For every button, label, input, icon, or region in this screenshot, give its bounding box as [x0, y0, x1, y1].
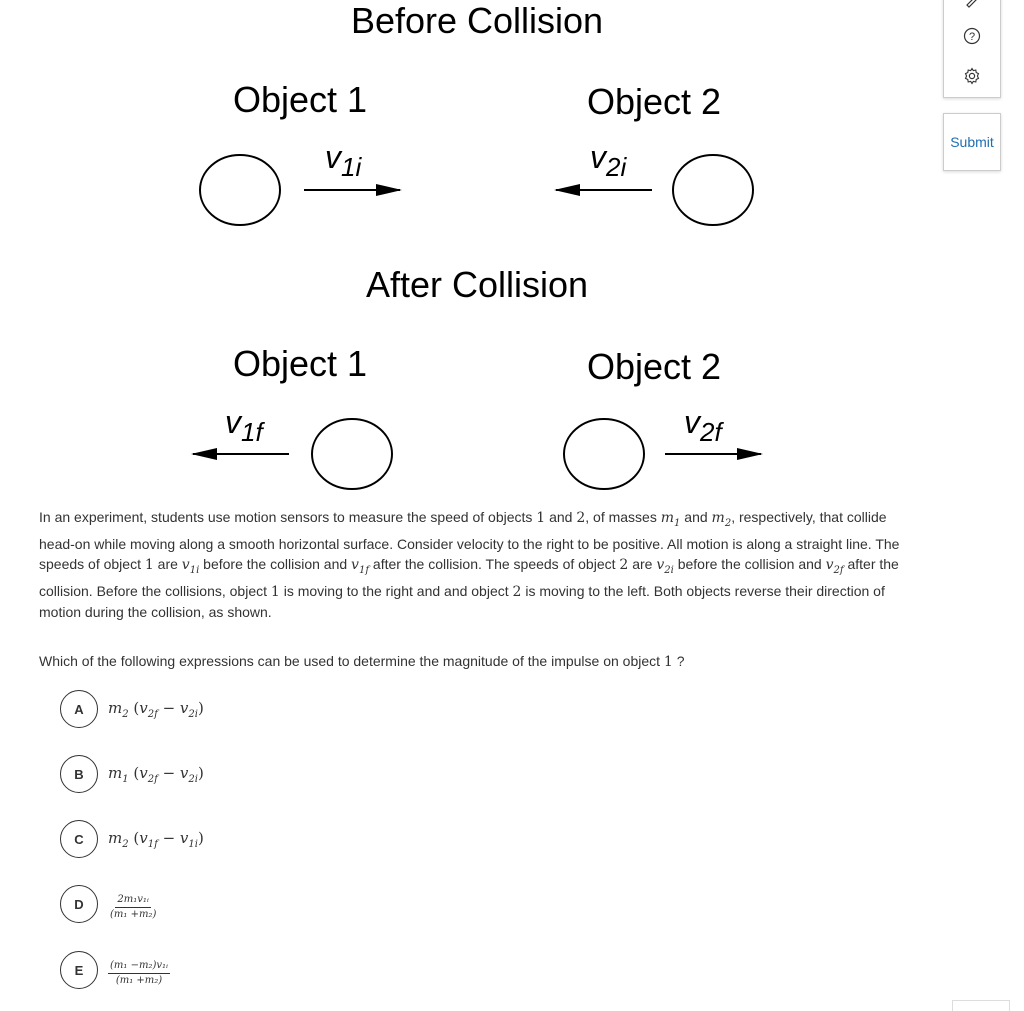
option-expression: $m_1$ $(v_{2f} - v_{2i})$	[108, 763, 204, 785]
collision-diagram	[0, 0, 940, 500]
before-object1-circle	[200, 155, 280, 225]
option-expression: $\frac{\text{(m₁ −m₂)v₁ᵢ}}{\text{(m₁ +m₂)}}$	[110, 959, 169, 986]
label-v1f: $v_{1f}$	[225, 404, 263, 447]
label-v2i: $v_{2i}$	[590, 139, 627, 182]
help-glyph: ?	[968, 31, 976, 43]
submit-button[interactable]: Submit	[943, 113, 1001, 171]
option-letter[interactable]: E	[60, 951, 98, 989]
tool-panel	[943, 0, 1001, 98]
option-expression: $\frac{\text{2m₁v₁ᵢ}}{\text{(m₁ +m₂)}}$	[110, 893, 157, 920]
after-object1-label: Object 1	[232, 343, 368, 384]
option-c[interactable]	[60, 820, 204, 858]
after-object2-circle	[564, 419, 644, 489]
option-b[interactable]	[60, 755, 204, 793]
settings-icon[interactable]	[962, 66, 982, 86]
option-letter[interactable]: D	[60, 885, 98, 923]
question-text: Which of the following expressions can be used to determine the magnitude of the impulse on object 1 ?	[39, 653, 685, 670]
before-object1-label: Object 1	[232, 79, 368, 120]
corner-tab	[952, 1000, 1010, 1011]
before-object2-circle	[673, 155, 753, 225]
problem-passage: In an experiment, students use motion sensors to measure the speed of objects 1 and 2, of masses $m_1$ and $m_2$, respectively, that collide head-on while moving along a smooth horizontal surface. Consider velocity to the right to be positive. All motion is along a straight line. The speeds of object 1 are $v_{1i}$ before the collision and $v_{1f}$ after the collision. The speeds of object 2 are $v_{2i}$ before the collision and $v_{2f}$ after the collision. Before the collisions, object 1 is moving to the right and and object 2 is moving to the left. Both objects reverse their direction of motion during the collision, as shown.	[39, 509, 900, 620]
option-d[interactable]	[60, 885, 158, 923]
option-letter[interactable]: B	[60, 755, 98, 793]
pen-icon[interactable]	[962, 0, 982, 10]
option-expression: $m_2$ $(v_{1f} - v_{1i})$	[108, 828, 204, 850]
option-letter[interactable]: A	[60, 690, 98, 728]
label-v2f: $v_{2f}$	[684, 404, 722, 447]
after-title: After Collision	[365, 264, 589, 305]
label-v1i: $v_{1i}$	[325, 139, 362, 182]
help-icon[interactable]	[962, 26, 982, 46]
option-expression: $m_2$ $(v_{2f} - v_{2i})$	[108, 698, 204, 720]
option-e[interactable]	[60, 951, 170, 989]
after-object2-label: Object 2	[586, 346, 722, 387]
before-title: Before Collision	[350, 0, 604, 41]
after-object1-circle	[312, 419, 392, 489]
option-letter[interactable]: C	[60, 820, 98, 858]
before-object2-label: Object 2	[586, 81, 722, 122]
option-a[interactable]	[60, 690, 204, 728]
